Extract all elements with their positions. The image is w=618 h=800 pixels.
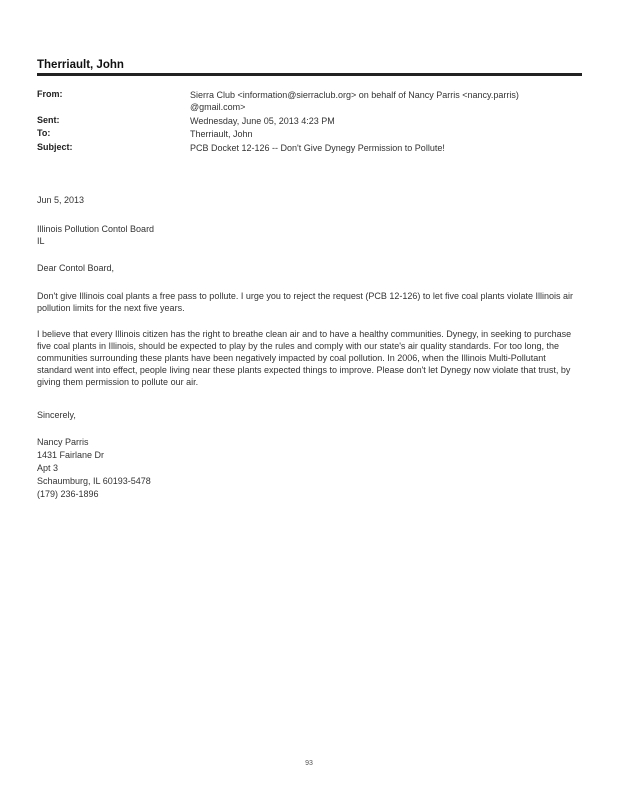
to-label: To:: [37, 128, 51, 138]
from-label: From:: [37, 89, 63, 99]
subject-value: PCB Docket 12-126 -- Don't Give Dynegy Permission to Pollute!: [190, 143, 445, 153]
closing: Sincerely,: [37, 410, 76, 420]
signature-phone: (179) 236-1896: [37, 489, 99, 499]
mailbox-owner-name: Therriault, John: [37, 59, 124, 71]
from-value: Sierra Club <information@sierraclub.org> on behalf of Nancy Parris <nancy.parris): [190, 90, 519, 100]
to-value: Therriault, John: [190, 129, 253, 139]
recipient-name: Illinois Pollution Contol Board: [37, 224, 155, 234]
page-number: 93: [305, 760, 313, 767]
header-rule: [37, 73, 582, 76]
paragraph-1: Don't give Illinois coal plants a free pass to pollute. I urge you to reject the request (PCB 12-126) to let five coal plants violate Illinois air pollution limits for the next five years.: [37, 291, 574, 313]
signature-city: Schaumburg, IL 60193-5478: [37, 476, 151, 486]
salutation: Dear Contol Board,: [37, 263, 115, 273]
letter-date: Jun 5, 2013: [37, 195, 85, 205]
signature-name: Nancy Parris: [37, 437, 89, 447]
subject-label: Subject:: [37, 142, 73, 152]
sent-value: Wednesday, June 05, 2013 4:23 PM: [190, 116, 335, 126]
recipient-state: IL: [37, 236, 45, 246]
signature-unit: Apt 3: [37, 463, 59, 473]
from-value-continued: @gmail.com>: [190, 102, 246, 112]
paragraph-2: I believe that every Illinois citizen has the right to breathe clean air and to have a healthy communities. Dynegy, in seeking to purchase five coal plants in Illinois, should be expected to play by the rules and comply with our state's air quality standards. For too long, the communities surrounding these plants have been negatively impacted by coal pollution. In 2006, when the Illinois Multi-Pollutant standard went into effect, people living near these plants expected things to improve. Please don't let Dynegy now violate that trust, by giving them permission to pollute our air.: [37, 329, 572, 387]
sent-label: Sent:: [37, 115, 60, 125]
signature-street: 1431 Fairlane Dr: [37, 450, 105, 460]
